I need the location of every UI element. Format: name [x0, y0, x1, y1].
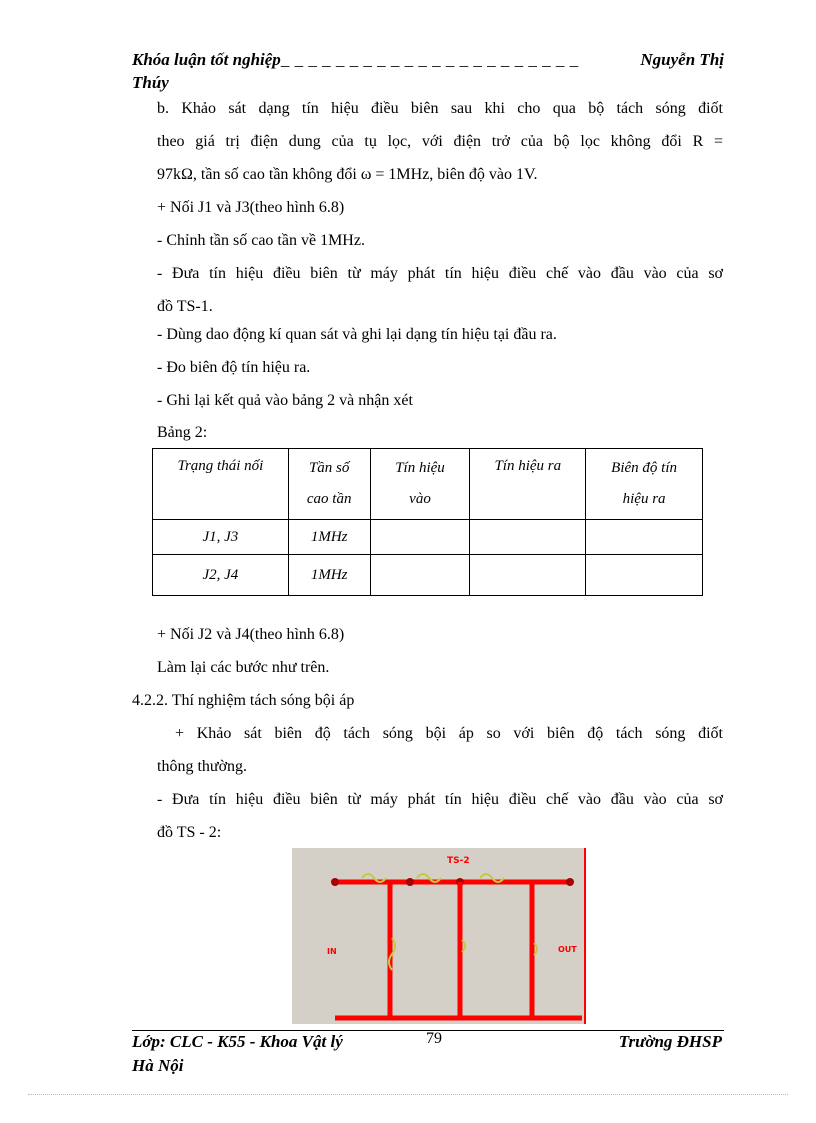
output-terminal [566, 878, 574, 886]
table-cell: 1MHz [288, 555, 370, 596]
table-cell [586, 555, 703, 596]
page-header [132, 50, 724, 72]
header-left: Khóa luận tốt nghiệp [132, 50, 281, 69]
table-row [153, 520, 703, 555]
step-line: - Đưa tín hiệu điều biên từ máy phát tín hiệu điều chế vào đầu vào của sơ [157, 265, 723, 282]
input-label: IN [327, 947, 337, 956]
header-dashes: _ _ _ _ _ _ _ _ _ _ _ _ _ _ _ _ _ _ _ _ _ _ [280, 50, 579, 69]
junction-node [406, 878, 414, 886]
table-row [153, 555, 703, 596]
input-terminal [331, 878, 339, 886]
paragraph-line: + Khảo sát biên độ tách sóng bội áp so với biên độ tách sóng điốt [175, 725, 723, 742]
step-line: đồ TS-1. [157, 298, 213, 315]
table-cell [470, 555, 586, 596]
table-cell: J1, J3 [153, 520, 289, 555]
table-cell [370, 555, 470, 596]
paragraph-line: theo giá trị điện dung của tụ lọc, với điện trở của bộ lọc không đổi R = [157, 133, 723, 150]
circuit-diagram-ts2 [292, 848, 588, 1024]
section-heading: 4.2.2. Thí nghiệm tách sóng bội áp [132, 692, 355, 709]
step-line: + Nối J1 và J3(theo hình 6.8) [157, 199, 345, 216]
diagram-background [292, 848, 584, 1024]
paragraph-line: 97kΩ, tần số cao tần không đổi ω = 1MHz, biên độ vào 1V. [157, 166, 538, 183]
table-cell [370, 520, 470, 555]
header-second-line: Thúy [132, 73, 169, 92]
step-line: - Dùng dao động kí quan sát và ghi lại dạng tín hiệu tại đầu ra. [157, 326, 557, 343]
step-line: - Chỉnh tần số cao tần về 1MHz. [157, 232, 365, 249]
table-caption: Bảng 2: [157, 424, 208, 441]
page-bottom-border [28, 1094, 788, 1095]
paragraph-line: thông thường. [157, 758, 248, 775]
table-cell: 1MHz [288, 520, 370, 555]
table-header-cell: Biên độ tín hiệu ra [586, 449, 703, 520]
paragraph-line: b. Khảo sát dạng tín hiệu điều biên sau khi cho qua bộ tách sóng điốt [157, 100, 723, 117]
table-header-row [153, 449, 703, 520]
footer-right: Trường ĐHSP [618, 1032, 722, 1051]
step-line: Làm lại các bước như trên. [157, 659, 330, 676]
table-cell: J2, J4 [153, 555, 289, 596]
footer-left-second-line: Hà Nội [132, 1056, 184, 1075]
diagram-title: TS-2 [447, 856, 470, 866]
table-header-cell: Tần số cao tần [288, 449, 370, 520]
step-line: - Đo biên độ tín hiệu ra. [157, 359, 311, 376]
table-header-cell: Tín hiệu ra [470, 449, 586, 520]
table-cell [586, 520, 703, 555]
paragraph-line: - Đưa tín hiệu điều biên từ máy phát tín hiệu điều chế vào đầu vào của sơ [157, 791, 723, 808]
table-cell [470, 520, 586, 555]
header-right: Nguyễn Thị [636, 50, 724, 70]
footer-left: Lớp: CLC - K55 - Khoa Vật lý [132, 1032, 343, 1051]
table-header-cell: Tín hiệu vào [370, 449, 470, 520]
step-line: + Nối J2 và J4(theo hình 6.8) [157, 626, 345, 643]
results-table [152, 448, 703, 596]
page-number: 79 [426, 1030, 442, 1047]
paragraph-line: đồ TS - 2: [157, 824, 222, 841]
table-header-cell: Trạng thái nối [153, 449, 289, 520]
output-label: OUT [558, 945, 577, 954]
step-line: - Ghi lại kết quả vào bảng 2 và nhận xét [157, 392, 413, 409]
